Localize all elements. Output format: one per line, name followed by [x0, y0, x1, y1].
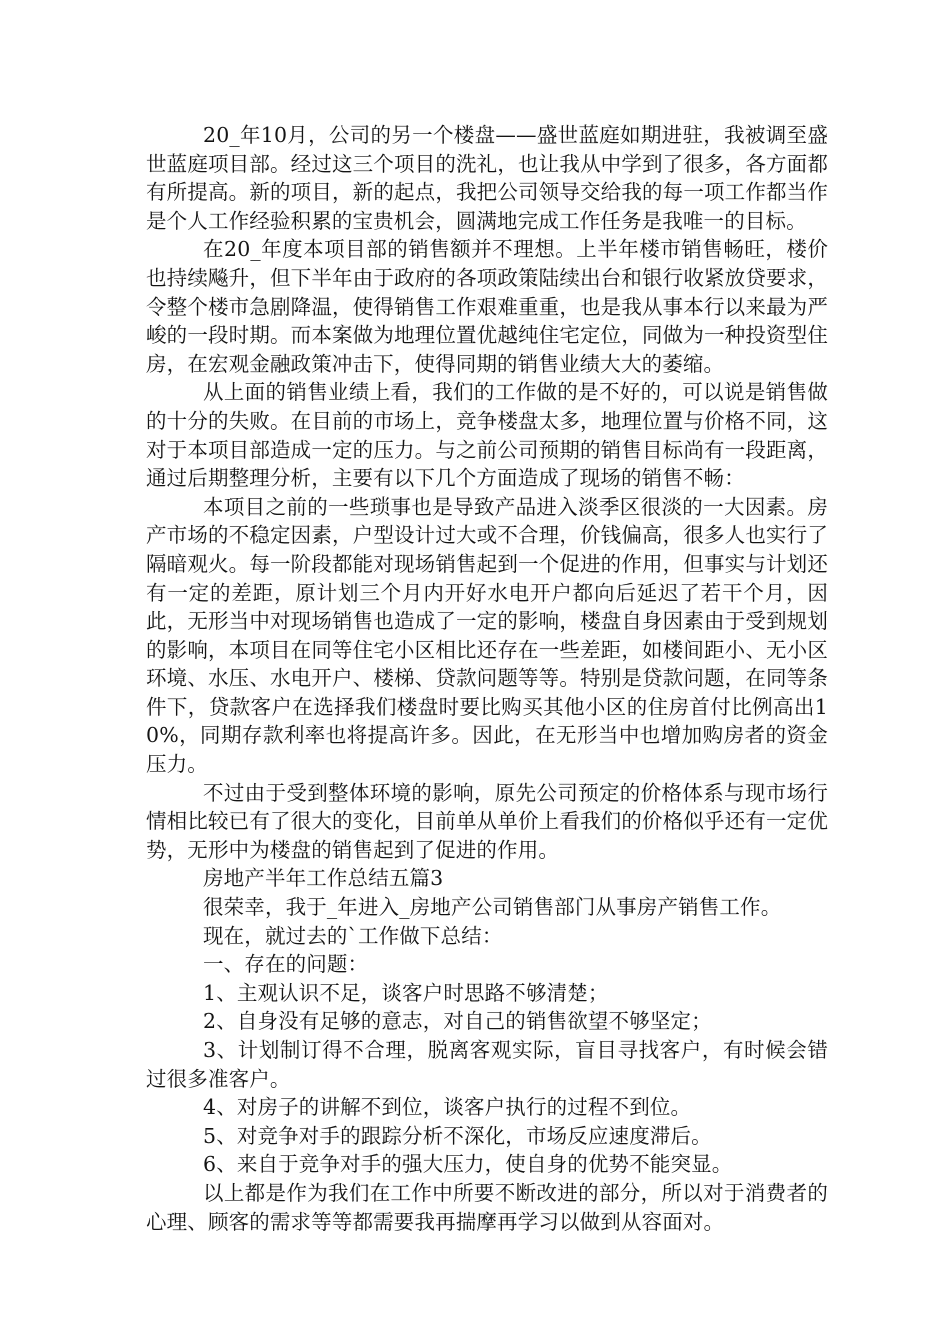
paragraph-5: 不过由于受到整体环境的影响，原先公司预定的价格体系与现市场行情相比较已有了很大的变化，目前单从单价上看我们的价格似乎还有一定优势，无形中为楼盘的销售起到了促进的作用。: [146, 780, 828, 862]
problem-item-6: 6、来自于竞争对手的强大压力，使自身的优势不能突显。: [203, 1152, 733, 1177]
section-heading: 房地产半年工作总结五篇3: [203, 866, 444, 891]
document-body: [146, 121, 828, 1236]
paragraph-1: 20_年10月，公司的另一个楼盘——盛世蓝庭如期进驻，我被调至盛世蓝庭项目部。经过这三个项目的洗礼，也让我从中学到了很多，各方面都有所提高。新的项目，新的起点，我把公司领导交给我的每一项工作都当作是个人工作经验积累的宝贵机会，圆满地完成工作任务是我唯一的目标。: [146, 123, 828, 233]
paragraph-conclusion: 以上都是作为我们在工作中所要不断改进的部分，所以对于消费者的心理、顾客的需求等等都需要我再揣摩再学习以做到从容面对。: [146, 1180, 828, 1234]
paragraph-2: 在20_年度本项目部的销售额并不理想。上半年楼市销售畅旺，楼价也持续飚升，但下半年由于政府的各项政策陆续出台和银行收紧放贷要求，令整个楼市急剧降温，使得销售工作艰难重重，也是我从事本行以来最为严峻的一段时期。而本案做为地理位置优越纯住宅定位，同做为一种投资型住房，在宏观金融政策冲击下，使得同期的销售业绩大大的萎缩。: [146, 237, 828, 376]
paragraph-4: 本项目之前的一些琐事也是导致产品进入淡季区很淡的一大因素。房产市场的不稳定因素，户型设计过大或不合理，价钱偏高，很多人也实行了隔暗观火。每一阶段都能对现场销售起到一个促进的作用，但事实与计划还有一定的差距，原计划三个月内开好水电开户都向后延迟了若干个月，因此，无形当中对现场销售也造成了一定的影响，楼盘自身因素由于受到规划的影响，本项目在同等住宅小区相比还存在一些差距，如楼间距小、无小区环境、水压、水电开户、楼梯、贷款问题等等。特别是贷款问题，在同等条件下，贷款客户在选择我们楼盘时要比购买其他小区的住房首付比例高出10%，同期存款利率也将提高许多。因此，在无形当中也增加购房者的资金压力。: [146, 494, 828, 777]
problem-item-4: 4、对房子的讲解不到位，谈客户执行的过程不到位。: [203, 1095, 692, 1120]
problem-item-2: 2、自身没有足够的意志，对自己的销售欲望不够坚定；: [203, 1009, 712, 1034]
problems-heading: 一、存在的问题：: [203, 952, 369, 977]
problem-item-3: 3、计划制订得不合理，脱离客观实际，盲目寻找客户，有时候会错过很多准客户。: [146, 1038, 828, 1091]
problem-item-5: 5、对竞争对手的跟踪分析不深化，市场反应速度滞后。: [203, 1123, 712, 1148]
paragraph-intro: 很荣幸，我于_年进入_房地产公司销售部门从事房产销售工作。: [203, 895, 782, 920]
problem-item-1: 1、主观认识不足，谈客户时思路不够清楚；: [203, 980, 609, 1005]
paragraph-summary-lead: 现在，就过去的`工作做下总结：: [203, 923, 503, 948]
paragraph-3: 从上面的销售业绩上看，我们的工作做的是不好的，可以说是销售做的十分的失败。在目前的市场上，竞争楼盘太多，地理位置与价格不同，这对于本项目部造成一定的压力。与之前公司预期的销售目标尚有一段距离，通过后期整理分析，主要有以下几个方面造成了现场的销售不畅：: [146, 380, 828, 491]
